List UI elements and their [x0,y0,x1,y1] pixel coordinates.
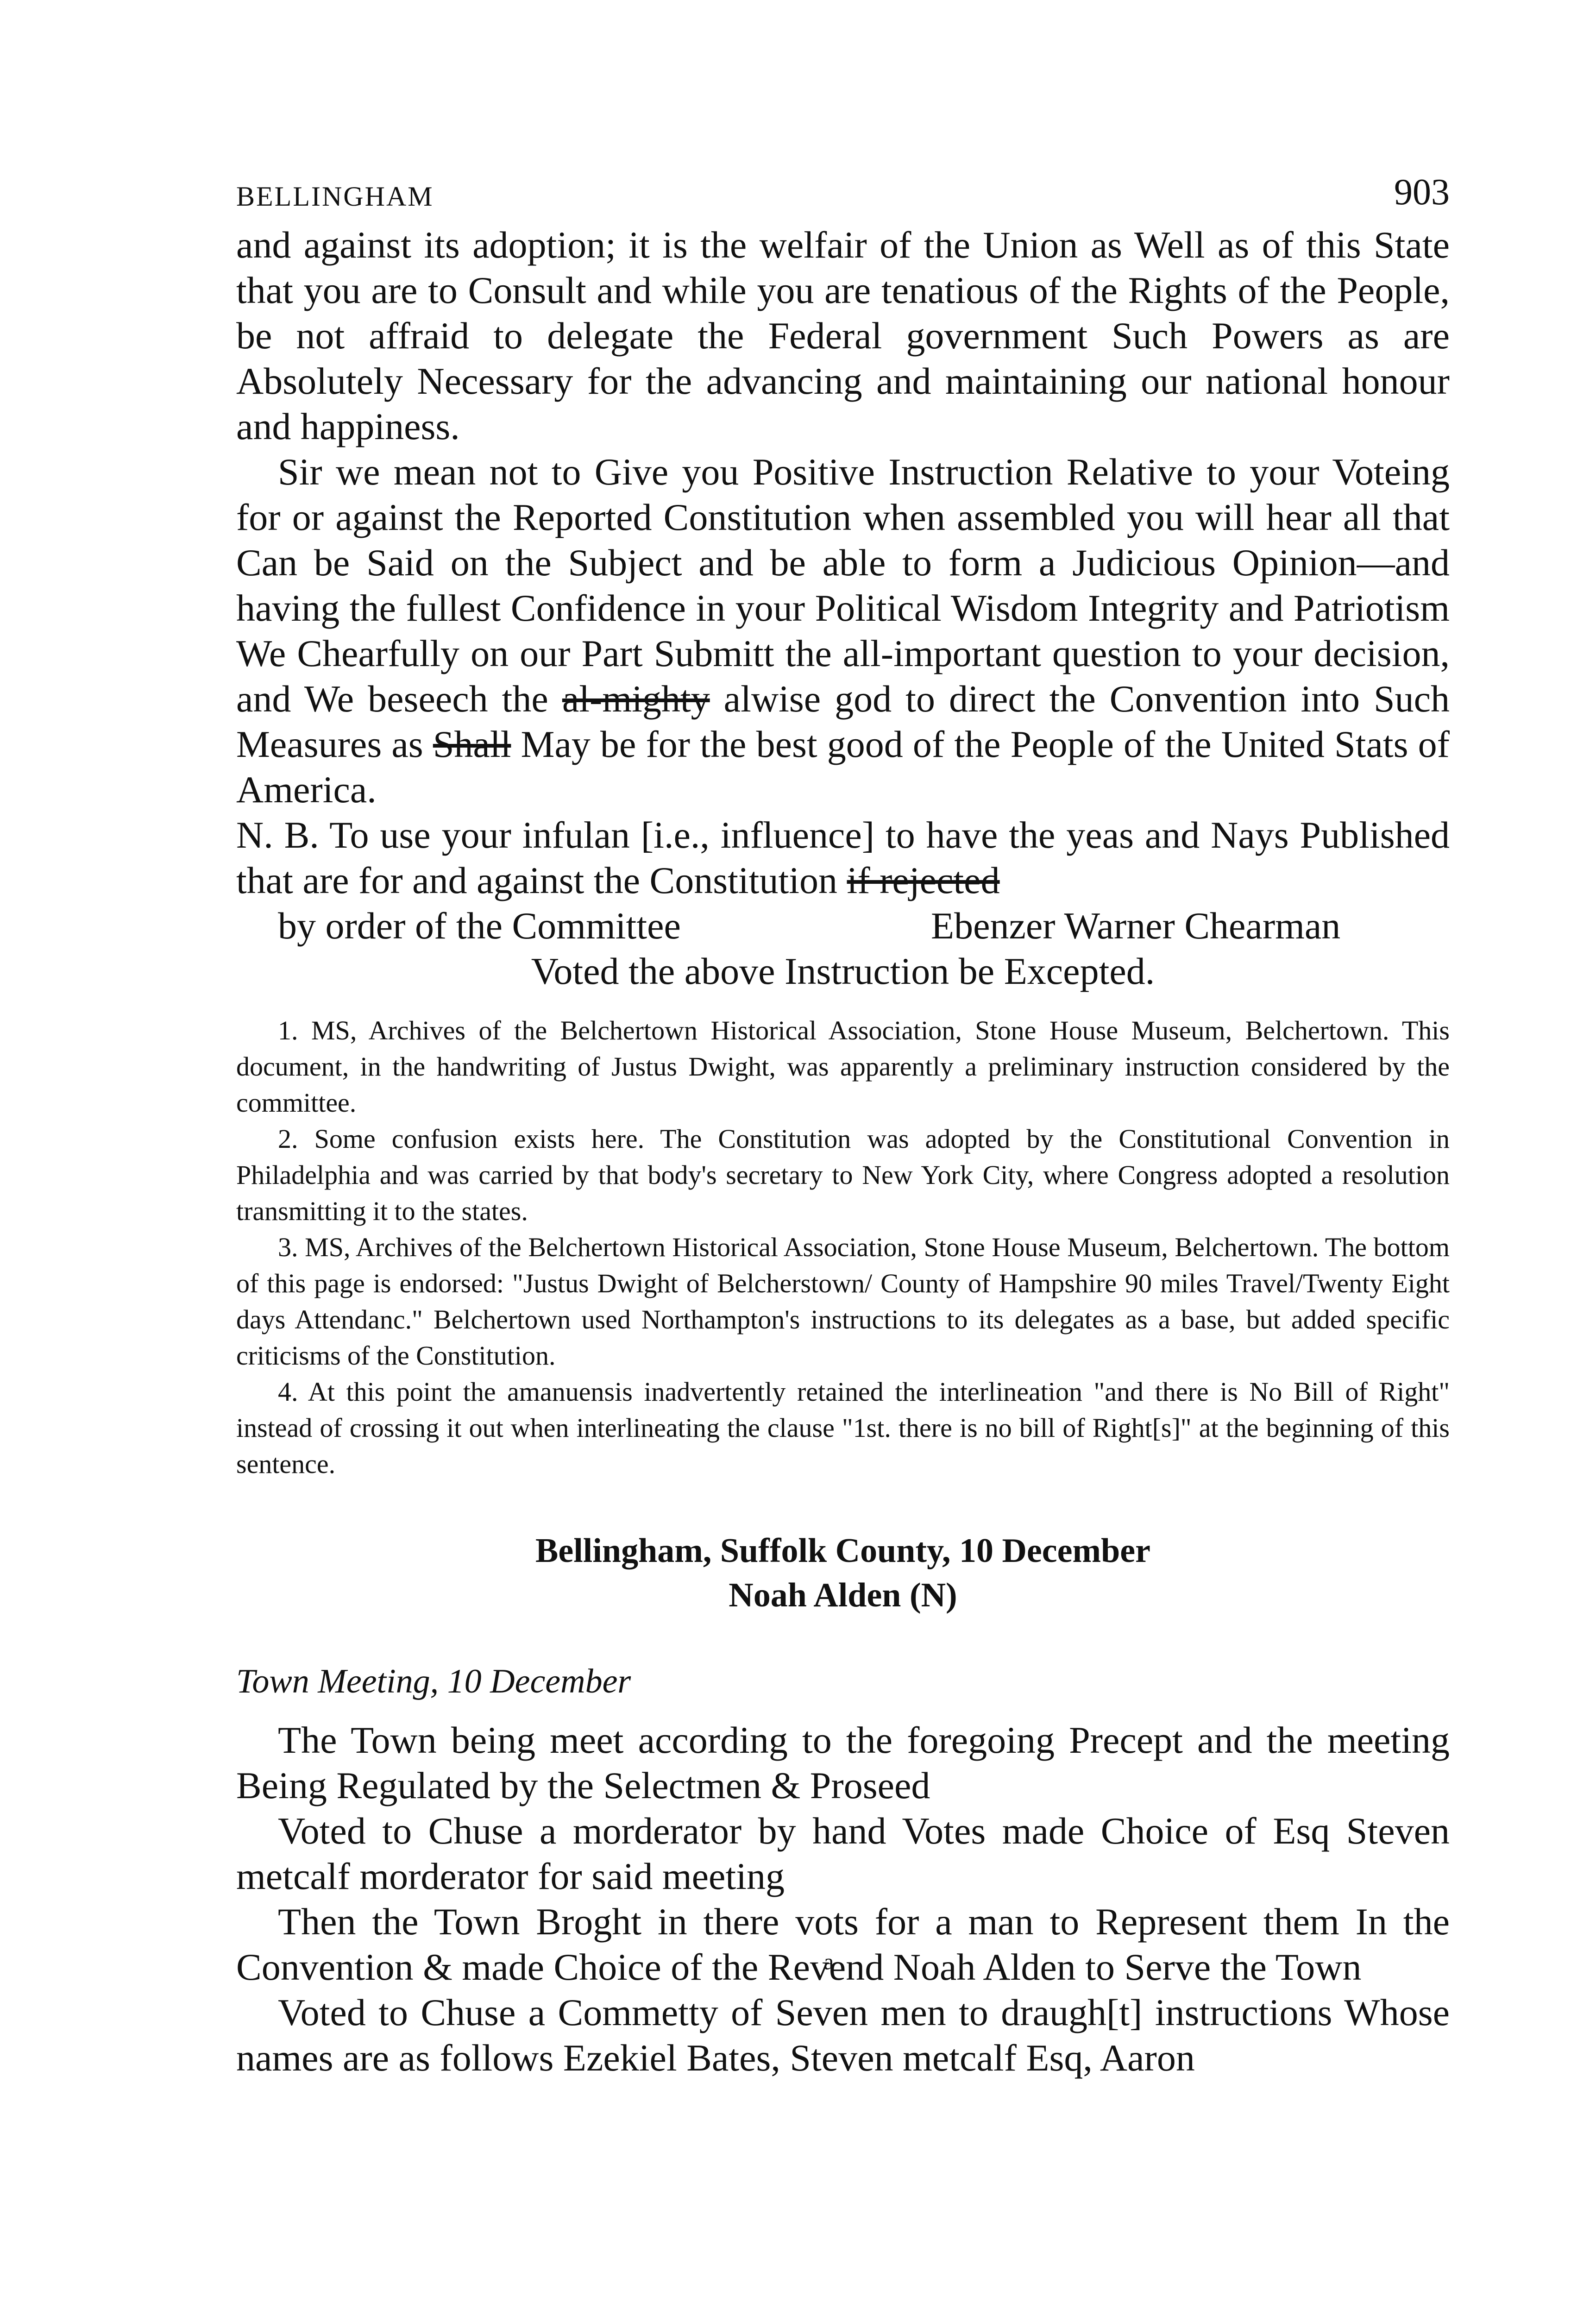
paragraph-1: and against its adoption; it is the welfair of the Union as Well as of this State that you are to Consult and while you are tenatious of the Rights of the People, be not affraid to delegate the Federal government Such Powers as are Absolutely Necessary for the advancing and maintaining our national honour and happiness. [236,224,1450,447]
section-subtitle: Noah Alden (N) [729,1576,957,1614]
struck-phrase-if-rejected: if rejected [847,859,1000,901]
subsection-title: Town Meeting, 10 December [236,1662,631,1700]
footnote-1: 1. MS, Archives of the Belchertown Historical Association, Stone House Museum, Belchertown. This document, in the handwriting of Justus Dwight, was apparently a preliminary instruction considered by the committee. [236,1015,1450,1118]
paragraph-2 [236,449,1450,812]
paragraph-2-part-1: Sir we mean not to Give you Positive Instruction Relative to your Voteing for or against the Reported Constitution when assembled you will hear all that Can be Said on the Subject and be able to form a Judicious Opinion—and having the fullest Confidence in your Political Wisdom Integrity and Patriotism We Chearfully on our Part Submitt the all-important question to your decision, and We beseech the [236,451,1450,720]
section-heading [236,1529,1450,1617]
town-meeting-text [236,1718,1450,2081]
paragraph-nb [236,812,1450,903]
footnote-3: 3. MS, Archives of the Belchertown Historical Association, Stone House Museum, Belchertown. The bottom of this page is endorsed: "Justus Dwight of Belcherstown/ County of Hampshire 90 miles Travel/Twenty Eight days Attendanc." Belchertown used Northampton's instructions to its delegates as a base, but added specific criticisms of the Constitution. [236,1232,1450,1371]
struck-word-shall: Shall [433,723,511,765]
footnotes [236,1013,1450,1482]
running-head-title: BELLINGHAM [236,181,434,212]
signature-committee: by order of the Committee [278,905,681,947]
town-paragraph: Then the Town Broght in there vots for a man to Represent them In the Convention & made Choice of the Revͣend Noah Alden to Serve the Town [236,1901,1450,1988]
nb-text: N. B. To use your infulan [i.e., influence] to have the yeas and Nays Published that are for and against the Constitution [236,814,1450,901]
signature-chairman: Ebenzer Warner Chearman [931,905,1341,947]
signature-line [236,903,1450,949]
footnote-2: 2. Some confusion exists here. The Constitution was adopted by the Constitutional Convention in Philadelphia and was carried by that body's secretary to New York City, where Congress adopted a resolution transmitting it to the states. [236,1124,1450,1226]
town-paragraph: The Town being meet according to the foregoing Precept and the meeting Being Regulated by the Selectmen & Proseed [236,1719,1450,1806]
voted-line: Voted the above Instruction be Excepted. [531,950,1155,992]
paragraph-2-part-3: May be for the best good of the People of the United Stats of America. [236,723,1450,811]
town-paragraph: Voted to Chuse a morderator by hand Votes made Choice of Esq Steven metcalf morderator for said meeting [236,1810,1450,1897]
page-number: 903 [1394,172,1450,213]
running-head [236,167,1450,222]
paragraph-2-part-2: alwise god to direct the Convention into Such Measures as [236,678,1450,765]
footnote-4: 4. At this point the amanuensis inadvertently retained the interlineation "and there is No Bill of Right" instead of crossing it out when interlineating the clause "1st. there is no bill of Right[s]" at the beginning of this sentence. [236,1377,1450,1479]
struck-word-almighty: al-mighty [562,678,710,720]
book-page [236,167,1450,2081]
instruction-text [236,222,1450,903]
section-title: Bellingham, Suffolk County, 10 December [535,1532,1150,1570]
town-paragraph: Voted to Chuse a Commetty of Seven men to draugh[t] instructions Whose names are as follows Ezekiel Bates, Steven metcalf Esq, Aaron [236,1991,1450,2079]
